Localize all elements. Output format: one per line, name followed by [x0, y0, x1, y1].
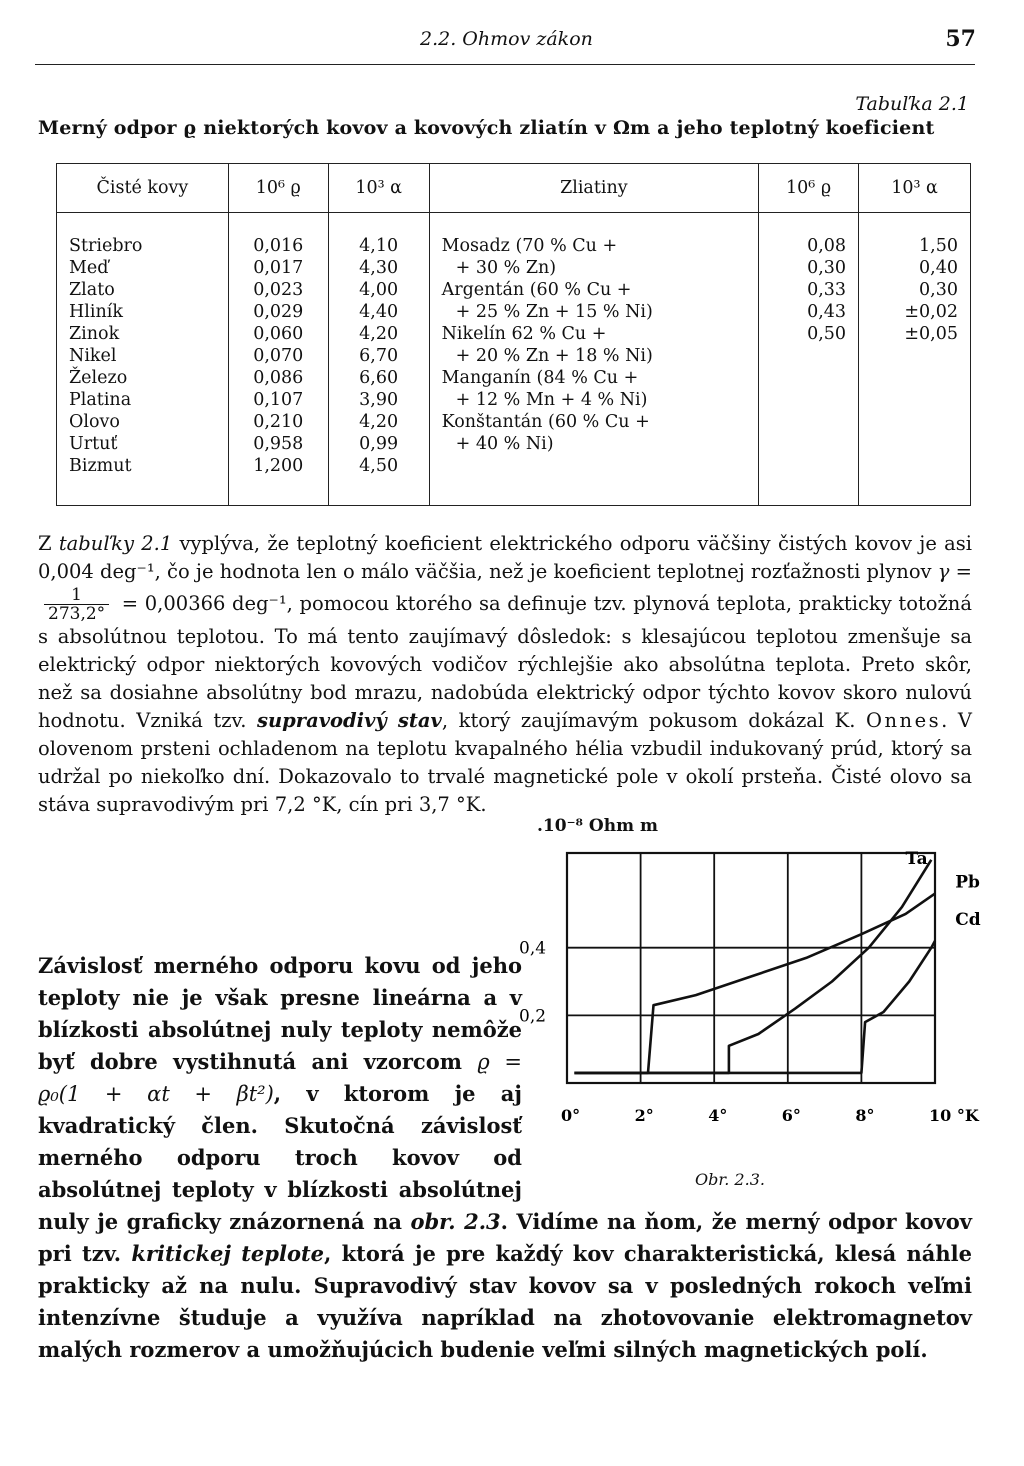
scientist-name: Onnes	[866, 709, 942, 732]
chart-y-unit: .10⁻⁸ Ohm m	[537, 816, 658, 836]
equals-sign: =	[949, 560, 972, 583]
x-tick-label: 4°	[708, 1106, 728, 1125]
alloy-alpha: ±0,02	[904, 302, 958, 322]
intro-text: vyplýva, že teplotný koeficient elektrického odporu väčšiny čistých kovov je asi 0,004 deg⁻¹, čo je hodnota len o málo väčšia, než je koeficient teplotnej rozťažnosti plynov	[38, 532, 972, 583]
metal-rho: 0,086	[253, 368, 304, 388]
x-tick-label: 0°	[561, 1106, 581, 1125]
alloy-rho: 0,43	[807, 302, 847, 322]
table-reference: tabuľky 2.1	[58, 532, 173, 555]
alloy-line: Argentán (60 % Cu +	[441, 280, 632, 300]
metal-name: Bizmut	[69, 456, 132, 476]
y-tick-label: 0,4	[519, 938, 547, 959]
alloy-alpha: 1,50	[919, 236, 958, 256]
alloy-line: + 12 % Mn + 4 % Ni)	[455, 390, 648, 410]
y-tick-label: 0,2	[519, 1006, 547, 1027]
metal-rho: 0,023	[253, 280, 304, 300]
figure-caption: Obr. 2.3.	[695, 1170, 765, 1189]
header-alloys: Zliatiny	[429, 164, 759, 213]
metal-name: Striebro	[69, 236, 143, 256]
metal-alpha-column	[328, 213, 429, 506]
metal-name: Zlato	[69, 280, 115, 300]
metal-name: Platina	[69, 390, 132, 410]
metal-alpha: 6,70	[359, 346, 399, 366]
main-text-3: . Vidíme na ňom, že merný odpor kovov pri tzv.	[38, 1209, 972, 1266]
resistivity-table	[56, 163, 971, 506]
header-alloy-rho: 10⁶ ϱ	[759, 164, 859, 213]
main-text-4: , ktorá je pre každý kov charakteristická, klesá náhle prakticky až na nulu. Supravodivý stav kovov sa v posledných rokoch veľmi intenzívne študuje a využíva napríklad na zhotovovanie elektromagnetov malých rozmerov a umožňujúcich budenie veľmi silných magnetických polí.	[38, 1241, 972, 1362]
intro-text-4: . V olovenom prsteni ochladenom na teplotu kvapalného hélia vzbudil indukovaný prúd, ktorý sa udržal po niekoľko dní. Dokazovalo to trvalé magnetické pole v okolí prsteňa. Čisté olovo sa stáva supravodivým pri 7,2 °K, cín pri 3,7 °K.	[38, 709, 973, 816]
alloy-line: + 25 % Zn + 15 % Ni)	[455, 302, 653, 322]
alloy-line: Nikelín 62 % Cu +	[441, 324, 607, 344]
alloy-rho: 0,08	[807, 236, 847, 256]
main-text-2: , v ktorom je aj kvadratický člen. Skutočná závislosť merného odporu troch kovov od absolútnej teploty v blízkosti absolútnej nuly je graficky znázornená na	[38, 1081, 522, 1234]
gamma-fraction	[44, 586, 109, 623]
metal-alpha: 3,90	[359, 390, 399, 410]
alloy-line: Manganín (84 % Cu +	[441, 368, 639, 388]
header-metal-rho: 10⁶ ϱ	[228, 164, 328, 213]
metal-alpha: 4,50	[359, 456, 399, 476]
alloy-rho: 0,50	[807, 324, 847, 344]
gamma-symbol: γ	[937, 560, 950, 583]
critical-temperature-term: kritickej teplote	[131, 1241, 325, 1266]
metal-alpha: 4,40	[359, 302, 399, 322]
metal-rho: 0,029	[253, 302, 304, 322]
alloy-alpha: 0,40	[919, 258, 958, 278]
main-text: Závislosť merného odporu kovu od jeho teploty nie je však presne lineárna a v blízkosti absolútnej nuly teploty nemôže byť dobre vystihnutá ani vzorcom	[38, 953, 522, 1074]
metal-rho-column	[228, 213, 328, 506]
figure-spacer	[522, 950, 972, 1178]
fraction-denominator: 273,2°	[48, 604, 106, 624]
alloy-line: Mosadz (70 % Cu +	[441, 236, 618, 256]
metal-name: Hliník	[69, 302, 123, 322]
metal-name: Meď	[69, 258, 109, 278]
metal-rho: 1,200	[253, 456, 304, 476]
intro-text-3: , ktorý zaujímavým pokusom dokázal K.	[441, 709, 866, 732]
metal-alpha: 4,30	[359, 258, 399, 278]
intro-text-2: = 0,00366 deg⁻¹, pomocou ktorého sa definuje tzv. plynová teplota, prakticky totožná s absolútnou teplotou. To má tento zaujímavý dôsledok: s klesajúcou teplotou zmenšuje sa elektrický odpor niektorých kovových vodičov rýchlejšie ako absolútna teplota. Preto skôr, než sa dosiahne absolútny bod mrazu, nadobúda elektrický odpor týchto kovov skoro nulovú hodnotu. Vzniká tzv.	[38, 592, 972, 732]
alloy-line: Konštantán (60 % Cu +	[441, 412, 650, 432]
metal-alpha: 0,99	[359, 434, 399, 454]
alloy-alpha-column	[859, 213, 971, 506]
alloy-line: + 20 % Zn + 18 % Ni)	[455, 346, 653, 366]
x-tick-label: 6°	[781, 1106, 801, 1125]
alloy-line: + 40 % Ni)	[455, 434, 554, 454]
series-label-ta: Ta	[905, 848, 928, 869]
alloy-rho-column	[759, 213, 859, 506]
table-label: Tabuľka 2.1	[855, 93, 969, 115]
metal-alpha: 4,20	[359, 412, 399, 432]
metal-rho: 0,017	[253, 258, 304, 278]
alloy-alpha: 0,30	[919, 280, 958, 300]
alloys-column	[429, 213, 759, 506]
x-tick-label: 2°	[634, 1106, 654, 1125]
alloy-alpha: ±0,05	[904, 324, 958, 344]
fraction-numerator: 1	[44, 586, 109, 605]
alloy-rho: 0,33	[807, 280, 847, 300]
metal-alpha: 4,10	[359, 236, 399, 256]
table-caption: Merný odpor ϱ niektorých kovov a kovových zliatín v Ωm a jeho teplotný koeficient	[38, 117, 935, 139]
metal-name: Železo	[69, 368, 128, 388]
metals-column	[57, 213, 229, 506]
superconductive-term: supravodivý stav	[257, 709, 442, 732]
metal-rho: 0,060	[253, 324, 304, 344]
metal-name: Nikel	[69, 346, 117, 366]
header-alloy-alpha: 10³ α	[859, 164, 971, 213]
figure-reference: obr. 2.3	[410, 1209, 501, 1234]
header-rule	[35, 64, 975, 65]
intro-lead: Z	[38, 532, 59, 555]
running-head	[0, 22, 1024, 62]
paragraph-main	[38, 950, 972, 1366]
metal-name: Olovo	[69, 412, 120, 432]
running-title: 2.2. Ohmov zákon	[420, 28, 593, 50]
alloy-line: + 30 % Zn)	[455, 258, 557, 278]
page-number: 57	[945, 26, 976, 52]
alloy-rho: 0,30	[807, 258, 847, 278]
metal-name: Urtuť	[69, 434, 118, 454]
series-label-cd: Cd	[955, 909, 981, 930]
x-tick-label: 10 °K	[929, 1106, 979, 1125]
header-pure-metals: Čisté kovy	[57, 164, 229, 213]
rho-formula: ϱ = ϱ₀(1 + αt + βt²)	[38, 1050, 522, 1106]
metal-alpha: 6,60	[359, 368, 399, 388]
metal-rho: 0,016	[253, 236, 304, 256]
metal-rho: 0,958	[253, 434, 304, 454]
x-tick-label: 8°	[855, 1106, 875, 1125]
header-metal-alpha: 10³ α	[328, 164, 429, 213]
metal-rho: 0,210	[253, 412, 304, 432]
metal-rho: 0,070	[253, 346, 304, 366]
metal-name: Zinok	[69, 324, 120, 344]
metal-rho: 0,107	[253, 390, 304, 410]
series-label-pb: Pb	[955, 872, 980, 893]
metal-alpha: 4,00	[359, 280, 399, 300]
metal-alpha: 4,20	[359, 324, 399, 344]
